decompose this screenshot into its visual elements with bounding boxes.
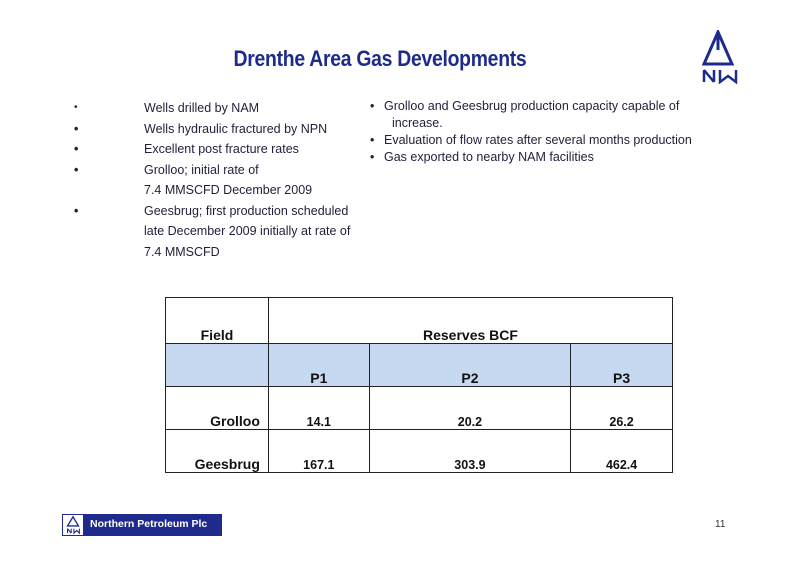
value-cell: 167.1 bbox=[268, 430, 369, 473]
left-bullet-list bbox=[64, 98, 354, 262]
value-cell: 20.2 bbox=[369, 387, 570, 430]
company-logo-icon bbox=[698, 30, 738, 84]
column-header-p3: P3 bbox=[571, 344, 673, 387]
footer-company-name: Northern Petroleum Plc bbox=[90, 518, 208, 530]
company-mark-icon bbox=[62, 514, 84, 536]
bullet-text: late December 2009 initially at rate of bbox=[144, 224, 351, 238]
page-number: 11 bbox=[715, 519, 726, 530]
left-bullet-item bbox=[64, 160, 354, 201]
bullet-marker: • bbox=[74, 142, 79, 156]
bullet-text: Wells hydraulic fractured by NPN bbox=[144, 121, 328, 136]
bullet-text: 7.4 MMSCFD bbox=[144, 244, 220, 259]
bullet-text: Evaluation of flow rates after several months production bbox=[384, 133, 692, 147]
bullet-marker: • bbox=[74, 102, 78, 113]
reserves-table bbox=[165, 297, 673, 473]
bullet-marker: • bbox=[74, 203, 79, 218]
column-header-p2: P2 bbox=[369, 344, 570, 387]
left-bullet-item bbox=[64, 139, 354, 160]
bullet-text: Grolloo; initial rate of bbox=[144, 162, 259, 177]
bullet-marker: • bbox=[74, 121, 79, 136]
table-subheader-row bbox=[166, 344, 673, 387]
bullet-text: 7.4 MMSCFD December 2009 bbox=[144, 183, 313, 197]
footer-company-logo bbox=[62, 514, 222, 536]
bullet-text: Wells drilled by NAM bbox=[144, 101, 260, 115]
table-row bbox=[166, 387, 673, 430]
value-cell: 26.2 bbox=[571, 387, 673, 430]
empty-cell bbox=[166, 344, 269, 387]
field-header: Field bbox=[166, 298, 269, 344]
bullet-text: Geesbrug; first production scheduled bbox=[144, 203, 349, 218]
bullet-text: Grolloo and Geesbrug production capacity capable of bbox=[384, 99, 680, 113]
value-cell: 303.9 bbox=[369, 430, 570, 473]
bullet-text: Gas exported to nearby NAM facilities bbox=[384, 150, 594, 164]
right-bullet-list bbox=[370, 98, 700, 166]
right-bullet-item bbox=[370, 132, 700, 149]
left-bullet-item bbox=[64, 119, 354, 140]
right-bullet-item bbox=[370, 149, 700, 166]
reserves-header: Reserves BCF bbox=[268, 298, 672, 344]
column-header-p1: P1 bbox=[268, 344, 369, 387]
left-bullet-item bbox=[64, 201, 354, 263]
bullet-marker: • bbox=[370, 133, 375, 147]
table-header-row bbox=[166, 298, 673, 344]
field-name-cell: Geesbrug bbox=[166, 430, 269, 473]
bullet-marker: • bbox=[370, 150, 375, 164]
slide-title: Drenthe Area Gas Developments bbox=[233, 46, 527, 71]
bullet-marker: • bbox=[370, 99, 375, 113]
bullet-marker: • bbox=[74, 162, 79, 177]
value-cell: 462.4 bbox=[571, 430, 673, 473]
field-name-cell: Grolloo bbox=[166, 387, 269, 430]
right-bullet-item bbox=[370, 98, 700, 132]
table-row bbox=[166, 430, 673, 473]
left-bullet-item bbox=[64, 98, 354, 119]
value-cell: 14.1 bbox=[268, 387, 369, 430]
bullet-text: Excellent post fracture rates bbox=[144, 142, 299, 156]
bullet-text: increase. bbox=[392, 116, 443, 130]
